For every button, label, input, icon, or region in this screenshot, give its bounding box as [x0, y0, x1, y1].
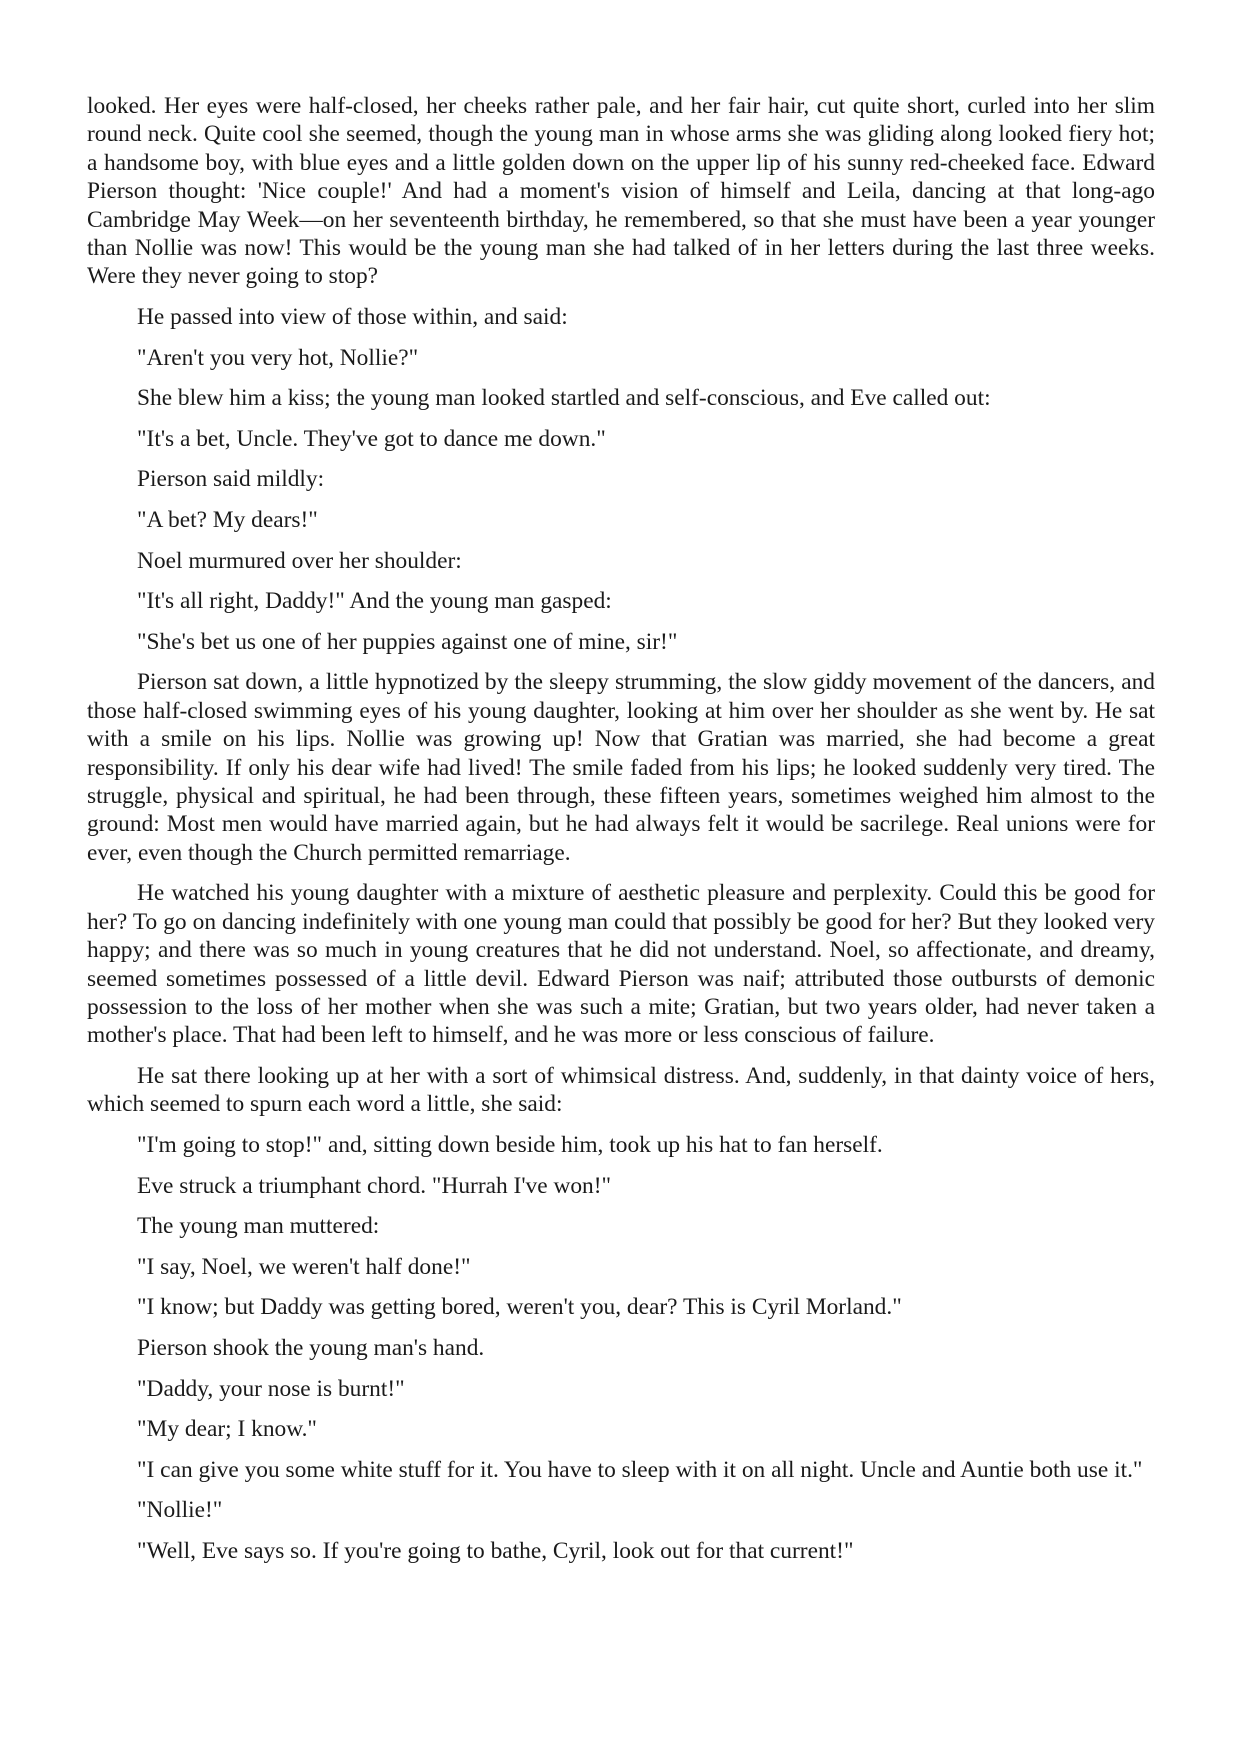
paragraph: Pierson shook the young man's hand.	[137, 1335, 485, 1361]
paragraph: "I know; but Daddy was getting bored, weren't you, dear? This is Cyril Morland."	[137, 1294, 902, 1321]
paragraph: He watched his young daughter with a mixture of aesthetic pleasure and perplexity. Could this be good for her? To go on dancing indefinitely with one young man could that possibly be good for her? But they looked very happy; and there was so much in young creatures that he did not understand. Noel, so affectionate, and dreamy, seemed sometimes possessed of a little devil. Edward Pierson was naif; attributed those outbursts of demonic possession to the loss of her mother when she was such a mite; Gratian, but two years older, had never taken a mother's place. That had been left to himself, and he was more or less conscious of failure.	[87, 880, 1155, 1049]
paragraph: He passed into view of those within, and said:	[137, 304, 568, 331]
paragraph: "Nollie!"	[137, 1497, 223, 1524]
paragraph: Noel murmured over her shoulder:	[137, 547, 462, 574]
paragraph: The young man muttered:	[137, 1213, 380, 1240]
paragraph: Pierson said mildly:	[137, 466, 325, 493]
paragraph: "I'm going to stop!" and, sitting down beside him, took up his hat to fan herself.	[137, 1132, 883, 1159]
paragraph: "I can give you some white stuff for it. You have to sleep with it on all night. Uncle and Auntie both use it."	[137, 1456, 1143, 1483]
paragraph: "It's a bet, Uncle. They've got to dance me down."	[137, 425, 606, 452]
paragraph: She blew him a kiss; the young man looked startled and self-conscious, and Eve called out:	[137, 385, 991, 412]
paragraph: Eve struck a triumphant chord. "Hurrah I've won!"	[137, 1172, 612, 1199]
paragraph: Pierson sat down, a little hypnotized by the sleepy strumming, the slow giddy movement of the dancers, and those half-closed swimming eyes of his young daughter, looking at him over her shoulder as she went by. He sat with a smile on his lips. Nollie was growing up! Now that Gratian was married, she had become a great responsibility. If only his dear wife had lived! The smile faded from his lips; he looked suddenly very tired. The struggle, physical and spiritual, he had been through, these fifteen years, sometimes weighed him almost to the ground: Most men would have married again, but he had always felt it would be sacrilege. Real unions were for ever, even though the Church permitted remarriage.	[87, 669, 1155, 866]
paragraph: looked. Her eyes were half-closed, her cheeks rather pale, and her fair hair, cut quite short, curled into her slim round neck. Quite cool she seemed, though the young man in whose arms she was gliding along looked fiery hot; a handsome boy, with blue eyes and a little golden down on the upper lip of his sunny red-cheeked face. Edward Pierson thought: 'Nice couple!' And had a moment's vision of himself and Leila, dancing at that long-ago Cambridge May Week—on her seventeenth birthday, he remembered, so that she must have been a year younger than Nollie was now! This would be the young man she had talked of in her letters during the last three weeks. Were they never going to stop?	[87, 93, 1155, 290]
paragraph: "She's bet us one of her puppies against one of mine, sir!"	[137, 628, 678, 655]
paragraph: "Well, Eve says so. If you're going to bathe, Cyril, look out for that current!"	[137, 1537, 854, 1564]
paragraph: "My dear; I know."	[137, 1416, 317, 1443]
paragraph: "A bet? My dears!"	[137, 507, 318, 533]
paragraph: He sat there looking up at her with a sort of whimsical distress. And, suddenly, in that dainty voice of hers, which seemed to spurn each word a little, she said:	[87, 1063, 1155, 1118]
paragraph: "Daddy, your nose is burnt!"	[137, 1375, 405, 1402]
paragraph: "Aren't you very hot, Nollie?"	[137, 344, 419, 371]
document-page	[87, 92, 1155, 1578]
paragraph: "It's all right, Daddy!" And the young man gasped:	[137, 588, 612, 615]
paragraph: "I say, Noel, we weren't half done!"	[137, 1253, 471, 1280]
